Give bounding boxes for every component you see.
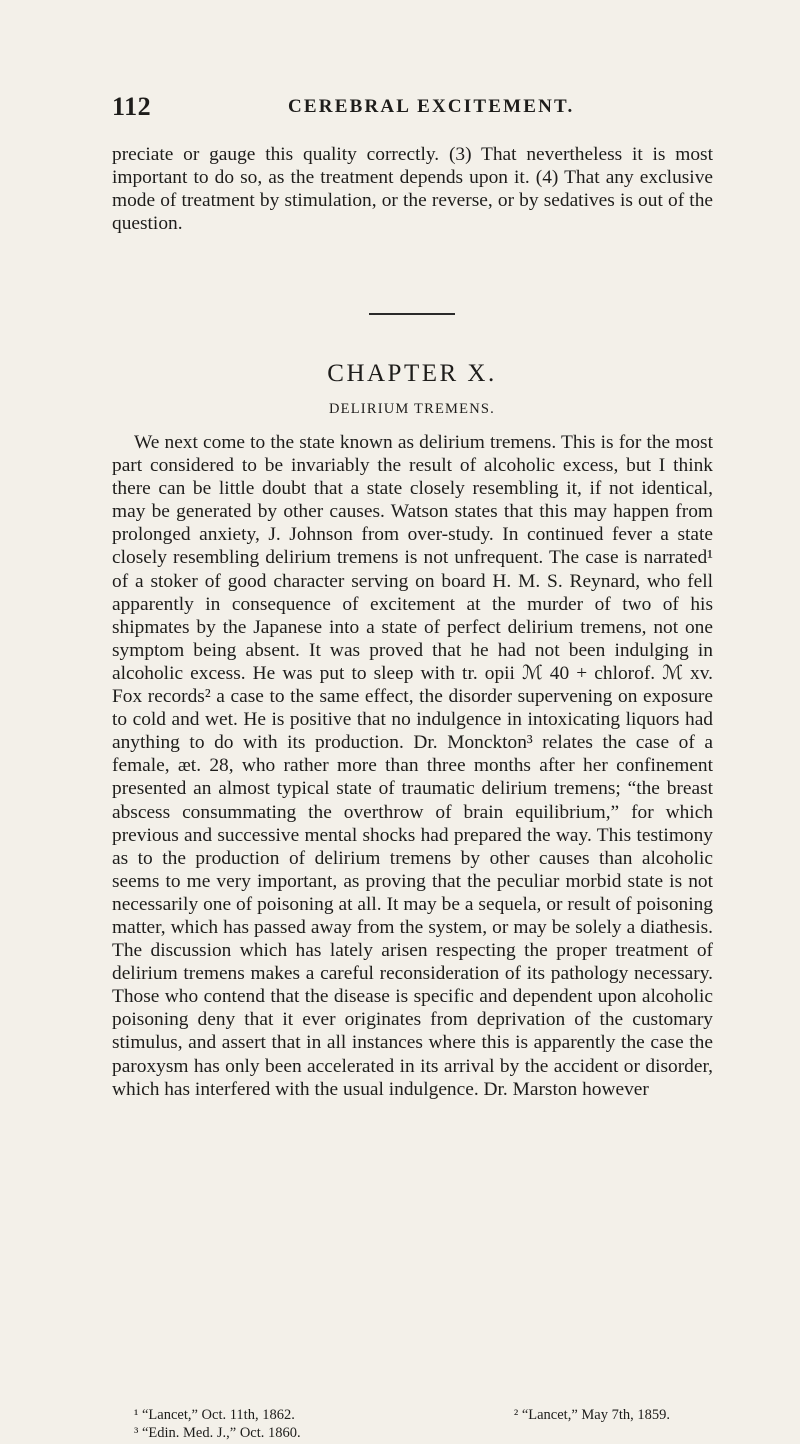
section-divider-rule: [369, 313, 455, 315]
footnote-2: ² “Lancet,” May 7th, 1859.: [513, 1407, 670, 1423]
chapter-heading: CHAPTER X.: [327, 360, 497, 387]
footnote-3: ³ “Edin. Med. J.,” Oct. 1860.: [134, 1425, 301, 1441]
footnotes: [134, 1406, 714, 1442]
running-head: [112, 92, 712, 122]
page-number: 112: [112, 92, 152, 121]
continued-paragraph: preciate or gauge this quality correctly. (3) That nevertheless it is most important to do so, as the treatment depends upon it. (4) That any exclusive mode of treatment by stimulation, or the reverse, or by sedatives is out of the question.: [112, 144, 713, 235]
footnote-1: ¹ “Lancet,” Oct. 11th, 1862.: [134, 1407, 295, 1423]
chapter-subtitle: DELIRIUM TREMENS.: [329, 401, 495, 417]
running-title: CEREBRAL EXCITEMENT.: [288, 96, 575, 117]
main-paragraph: We next come to the state known as delirium tremens. This is for the most part considered to be invariably the result of alcoholic excess, but I think there can be little doubt that a state closely resembling it, if not identical, may be generated by other causes. Watson states that this may happen from prolonged anxiety, J. Johnson from over-study. In continued fever a state closely resembling delirium tremens is not unfrequent. The case is narrated¹ of a stoker of good character serving on board H. M. S. Reynard, who fell apparently in consequence of excitement at the murder of two of his shipmates by the Japanese into a state of perfect delirium tremens, not one symptom being absent. It was proved that he had not been indulging in alcoholic excess. He was put to sleep with tr. opii ℳ 40 + chlorof. ℳ xv. Fox records² a case to the same effect, the disorder supervening on exposure to cold and wet. He is positive that no indulgence in intoxicating liquors had anything to do with its production. Dr. Monckton³ relates the case of a female, æt. 28, who rather more than three months after her confinement presented an almost typical state of traumatic delirium tremens; “the breast abscess consummating the overthrow of brain equilibrium,” for which previous and successive mental shocks had prepared the way. This testimony as to the production of delirium tremens by other causes than alcoholic seems to me very important, as proving that the peculiar morbid state is not necessarily one of poisoning at all. It may be a sequela, or result of poisoning matter, which has passed away from the system, or may be solely a diathesis. The discussion which has lately arisen respecting the proper treatment of delirium tremens makes a careful reconsideration of its pathology necessary. Those who contend that the disease is specific and dependent upon alcoholic poisoning deny that it ever originates from deprivation of the customary stimulus, and assert that in all instances where this is apparently the case the paroxysm has only been accelerated in its arrival by the accident or disorder, which has interfered with the usual indulgence. Dr. Marston however: [112, 432, 713, 1100]
